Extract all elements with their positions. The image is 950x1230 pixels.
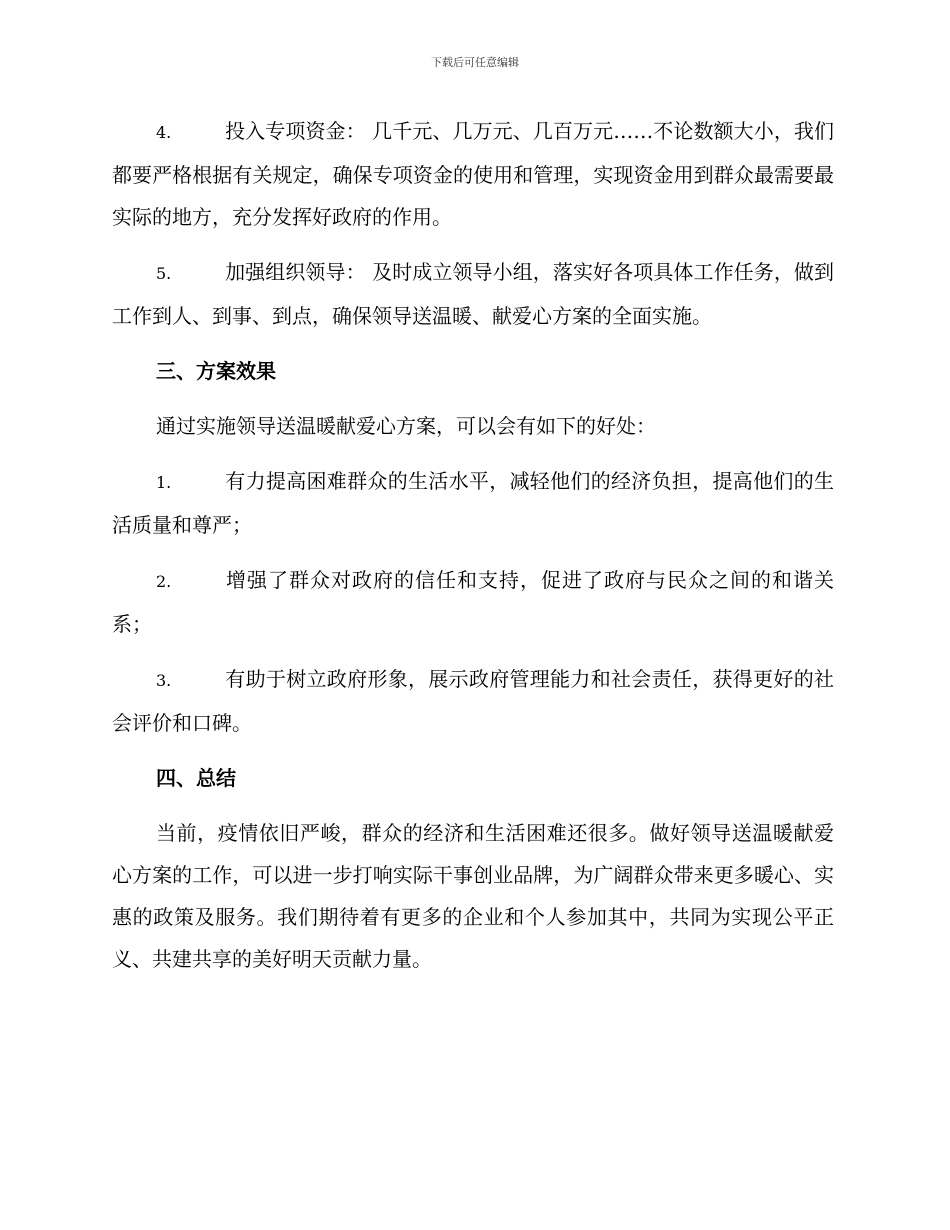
summary-paragraph: 当前，疫情依旧严峻，群众的经济和生活困难还很多。做好领导送温暖献爱心方案的工作，可以进一步打响实际干事创业品牌，为广阔群众带来更多暖心、实惠的政策及服务。我们期待着有更多的企业和个人参加其中，共同为实现公平正义、共建共享的美好明天贡献力量。 xyxy=(112,821,834,971)
list-number: 4. xyxy=(156,123,172,142)
list-text: 增强了群众对政府的信任和支持，促进了政府与民众之间的和谐关系； xyxy=(112,568,834,636)
section-heading-effects: 三、方案效果 xyxy=(156,359,276,383)
section-heading-summary: 四、总结 xyxy=(156,766,236,790)
list-number: 2. xyxy=(156,572,172,591)
list-text: 有力提高困难群众的生活水平，减轻他们的经济负担，提高他们的生活质量和尊严； xyxy=(112,469,834,537)
list-text: 投入专项资金： 几千元、几万元、几百万元……不论数额大小，我们都要严格根据有关规定，确保专项资金的使用和管理，实现资金用到群众最需要最实际的地方，充分发挥好政府的作用。 xyxy=(112,119,834,229)
list-item xyxy=(112,559,834,645)
list-text: 有助于树立政府形象，展示政府管理能力和社会责任，获得更好的社会评价和口碑。 xyxy=(112,667,834,735)
page-header: 下载后可任意编辑 xyxy=(431,56,519,69)
list-number: 5. xyxy=(156,264,172,283)
list-number: 3. xyxy=(156,671,172,690)
list-item xyxy=(112,110,834,238)
list-number: 1. xyxy=(156,473,172,492)
list-text: 加强组织领导： 及时成立领导小组，落实好各项具体工作任务，做到工作到人、到事、到点，确保领导送温暖、献爱心方案的全面实施。 xyxy=(112,260,834,328)
list-item xyxy=(112,460,834,546)
section-intro: 通过实施领导送温暖献爱心方案，可以会有如下的好处： xyxy=(156,414,656,438)
list-item xyxy=(112,658,834,744)
document-body xyxy=(112,110,834,993)
list-item xyxy=(112,251,834,337)
